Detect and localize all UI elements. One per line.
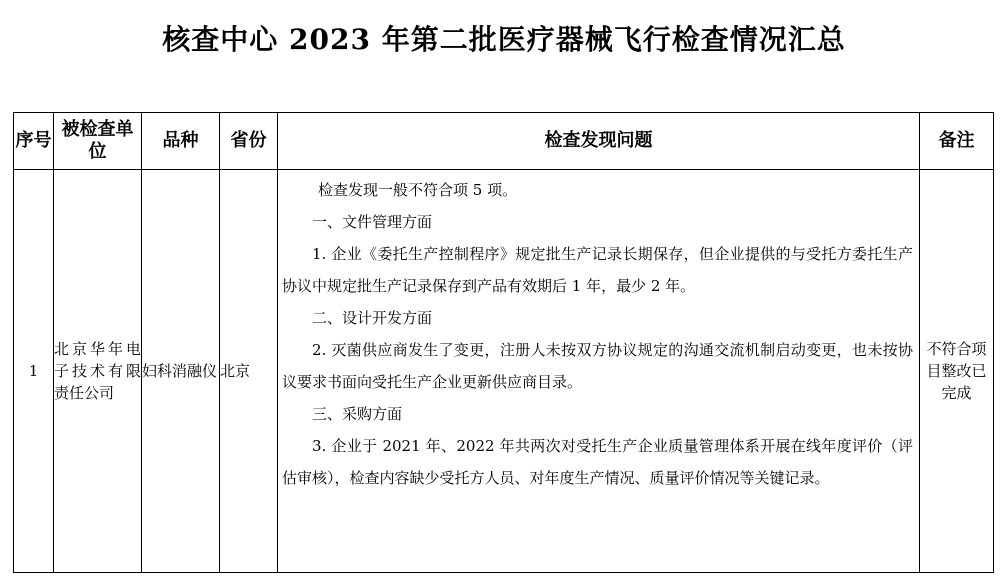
header-seq: 序号 <box>14 113 54 170</box>
findings-item: 3. 企业于 2021 年、2022 年共两次对受托生产企业质量管理体系开展在线年度评价（评估审核），检查内容缺少受托方人员、对年度生产情况、质量评价情况等关键记录。 <box>282 437 913 487</box>
header-findings: 检查发现问题 <box>278 113 920 170</box>
table-header-row <box>14 113 994 170</box>
findings-item: 2. 灭菌供应商发生了变更，注册人未按双方协议规定的沟通交流机制启动变更，也未按协议要求书面向受托生产企业更新供应商目录。 <box>282 341 913 391</box>
cell-product: 妇科消融仪 <box>142 170 220 573</box>
table-row <box>14 170 994 573</box>
header-unit: 被检查单位 <box>54 113 142 170</box>
cell-findings <box>278 170 920 573</box>
cell-seq: 1 <box>14 170 54 573</box>
header-province: 省份 <box>220 113 278 170</box>
header-notes: 备注 <box>920 113 994 170</box>
findings-section-heading: 二、设计开发方面 <box>312 309 433 327</box>
findings-summary: 检查发现一般不符合项 5 项。 <box>318 181 518 199</box>
document-title: 核查中心 2023 年第二批医疗器械飞行检查情况汇总 <box>162 23 846 56</box>
findings-item: 1. 企业《委托生产控制程序》规定批生产记录长期保存，但企业提供的与受托方委托生产协议中规定批生产记录保存到产品有效期后 1 年，最少 2 年。 <box>282 245 913 295</box>
cell-notes: 不符合项目整改已完成 <box>920 170 994 573</box>
findings-section-heading: 一、文件管理方面 <box>312 213 433 231</box>
cell-unit: 北京华年电子技术有限责任公司 <box>54 170 142 573</box>
findings-section-heading: 三、采购方面 <box>312 405 403 423</box>
cell-province: 北京 <box>220 170 278 573</box>
header-product: 品种 <box>142 113 220 170</box>
inspection-table <box>13 112 994 573</box>
